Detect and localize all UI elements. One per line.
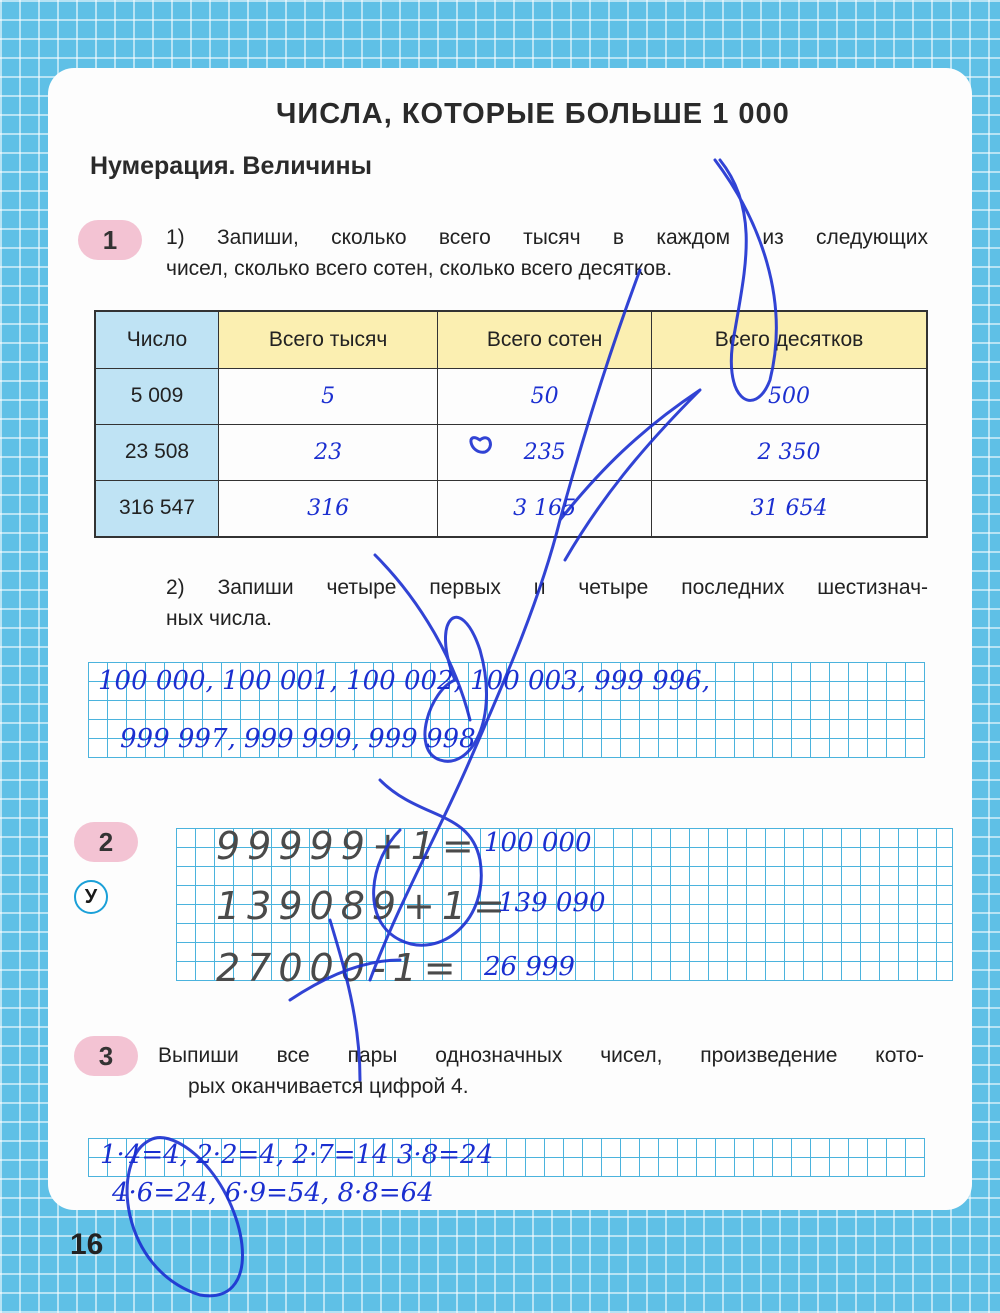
table-cell-number: 5 009 [95,369,219,425]
table-header-row [95,311,927,369]
handwritten-answer: 5 [321,383,336,409]
section-subtitle: Нумерация. Величины [90,152,372,180]
column-header-thousands: Всего тысяч [219,311,438,369]
table-cell-hundreds [438,369,652,425]
table-cell-tens [652,424,927,480]
column-header-tens: Всего десятков [652,311,927,369]
handwritten-answer-line-1: 1·4=4, 2·2=4, 2·7=14 3·8=24 [100,1140,494,1170]
task-3-text-line-1: Выпиши все пары однозначных чисел, произведение кото- [158,1044,924,1067]
task-3-text [158,1040,924,1102]
task-1-text-line-2: чисел, сколько всего сотен, сколько всего десятков. [166,257,673,280]
column-header-number: Число [95,311,219,369]
handwritten-answer: 316 [307,495,350,521]
table-row [95,369,927,425]
page-number: 16 [70,1228,104,1261]
table-cell-tens [652,480,927,537]
task-1-part-2-line-1: 2) Запиши четыре первых и четыре последних шестизнач- [166,576,928,599]
task-3-number: 3 [74,1036,138,1076]
task-1-text-line-1: 1) Запиши, сколько всего тысяч в каждом из следующих [166,226,928,249]
numbers-table [94,310,928,538]
handwritten-answer: 235 [523,439,566,465]
level-badge: У [74,880,108,914]
table-cell-thousands [219,424,438,480]
task-1-number: 1 [78,220,142,260]
table-cell-hundreds [438,480,652,537]
table-cell-number: 23 508 [95,424,219,480]
task-1-part-2-text [166,572,928,634]
table-cell-thousands [219,480,438,537]
handwritten-answer-line-2: 999 997, 999 999, 999 998 [120,724,476,754]
table-cell-number: 316 547 [95,480,219,537]
handwritten-answer: 50 [530,383,559,409]
handwritten-answer: 100 000 [484,828,592,858]
handwritten-answer-line-2: 4·6=24, 6·9=54, 8·8=64 [112,1178,434,1208]
handwritten-answer: 3 165 [513,495,577,521]
task-1-text [166,222,928,284]
task-2-number: 2 [74,822,138,862]
handwritten-answer: 500 [768,383,810,409]
expression-1: 99999+1= [216,824,481,868]
handwritten-answer: 139 090 [498,888,606,918]
page-title: ЧИСЛА, КОТОРЫЕ БОЛЬШЕ 1 000 [276,98,790,130]
handwritten-answer: 23 [314,439,343,465]
expression-3: 27000-1= [216,946,463,990]
column-header-hundreds: Всего сотен [438,311,652,369]
table-cell-thousands [219,369,438,425]
table-cell-hundreds [438,424,652,480]
table-row [95,480,927,537]
handwritten-answer: 2 350 [757,439,821,465]
table-cell-tens [652,369,927,425]
table-row [95,424,927,480]
handwritten-answer: 31 654 [750,495,828,521]
handwritten-answer: 26 999 [484,952,575,982]
expression-2: 139089+1= [216,884,512,928]
task-3-text-line-2: рых оканчивается цифрой 4. [188,1075,469,1098]
handwritten-answer-line-1: 100 000, 100 001, 100 002, 100 003, 999 996, [98,666,710,696]
task-1-part-2-line-2: ных числа. [166,607,272,630]
